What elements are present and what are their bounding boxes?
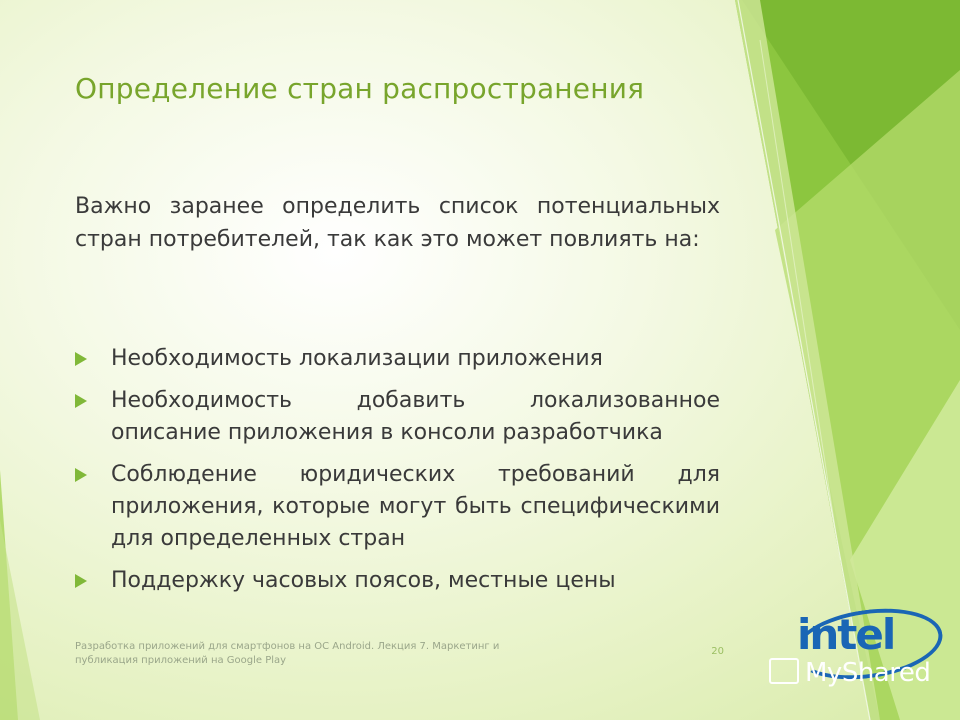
bullet-item: [75, 565, 720, 597]
bullet-text: Необходимость добавить локализованное описание приложения в консоли разработчика: [111, 388, 720, 445]
bullet-text: Поддержку часовых поясов, местные цены: [111, 568, 616, 593]
bullet-text: Соблюдение юридических требований для приложения, которые могут быть специфическими для определенных стран: [111, 462, 720, 551]
slide-footer: Разработка приложений для смартфонов на ОС Android. Лекция 7. Маркетинг и публикация приложений на Google Play: [75, 641, 500, 666]
myshared-watermark: [769, 658, 930, 688]
intel-logo-text: intel: [797, 610, 895, 659]
myshared-icon: [769, 658, 799, 684]
bullet-triangle-icon: [75, 468, 87, 482]
bullet-triangle-icon: [75, 574, 87, 588]
bullet-item: [75, 343, 720, 375]
page-number: 20: [711, 646, 724, 657]
bullet-list: [75, 343, 720, 607]
bullet-item: [75, 385, 720, 449]
bullet-triangle-icon: [75, 352, 87, 366]
myshared-text: MyShared: [805, 658, 931, 688]
bullet-item: [75, 459, 720, 555]
bullet-triangle-icon: [75, 394, 87, 408]
intel-myshared-logo: [765, 600, 955, 700]
slide-title: Определение стран распространения: [75, 72, 645, 105]
intro-paragraph: Важно заранее определить список потенциальных стран потребителей, так как это может повлиять на:: [75, 194, 720, 252]
bullet-text: Необходимость локализации приложения: [111, 346, 603, 371]
